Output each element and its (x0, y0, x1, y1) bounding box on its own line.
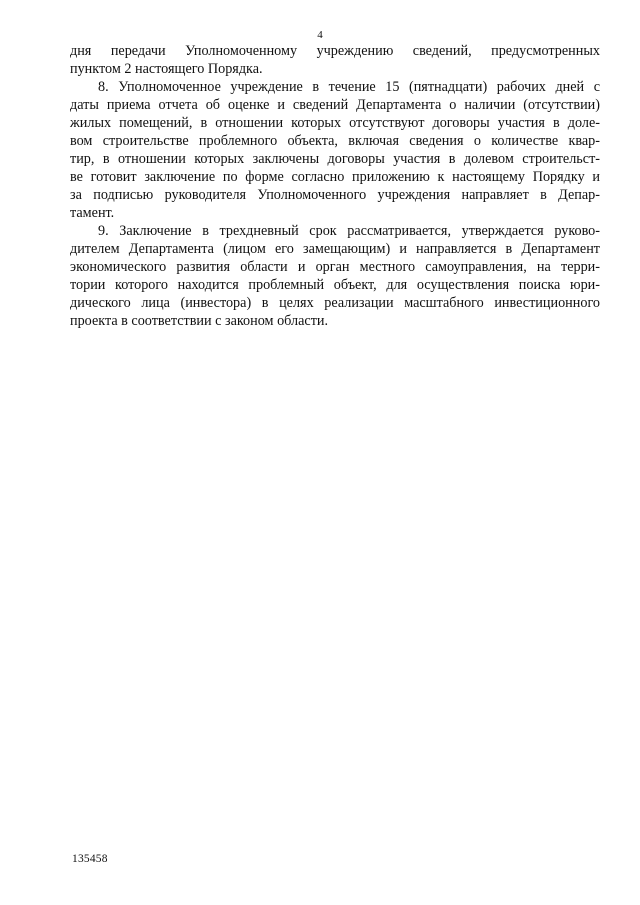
text-line: дителем Департамента (лицом его замещающим) и направляется в Департамент (70, 241, 600, 257)
paragraph-8-first-line: 8. Уполномоченное учреждение в течение 15 (пятнадцати) рабочих дней с (98, 79, 600, 95)
text-line: дня передачи Уполномоченному учреждению сведений, предусмотренных (70, 43, 600, 59)
text-line: тир, в отношении которых заключены договоры участия в долевом строительст- (70, 151, 600, 167)
text-line: проекта в соответствии с законом области. (70, 313, 329, 329)
text-line: экономического развития области и орган местного самоуправления, на терри- (70, 259, 600, 275)
text-line: тории которого находится проблемный объект, для осуществления поиска юри- (70, 277, 600, 293)
text-line: ве готовит заключение по форме согласно приложению к настоящему Порядку и (70, 169, 600, 185)
text-line: пунктом 2 настоящего Порядка. (70, 61, 263, 77)
paragraph-9-first-line: 9. Заключение в трехдневный срок рассматривается, утверждается руково- (98, 223, 600, 239)
page-number: 4 (317, 29, 323, 41)
document-body (70, 42, 600, 330)
text-line: тамент. (70, 205, 115, 221)
document-id: 135458 (72, 853, 108, 865)
text-line: вом строительстве проблемного объекта, включая сведения о количестве квар- (70, 133, 600, 149)
text-line: даты приема отчета об оценке и сведений Департамента о наличии (отсутствии) (70, 97, 600, 113)
text-line: за подписью руководителя Уполномоченного учреждения направляет в Депар- (70, 187, 600, 203)
text-line: жилых помещений, в отношении которых отсутствуют договоры участия в доле- (70, 115, 600, 131)
text-line: дического лица (инвестора) в целях реализации масштабного инвестиционного (70, 295, 600, 311)
